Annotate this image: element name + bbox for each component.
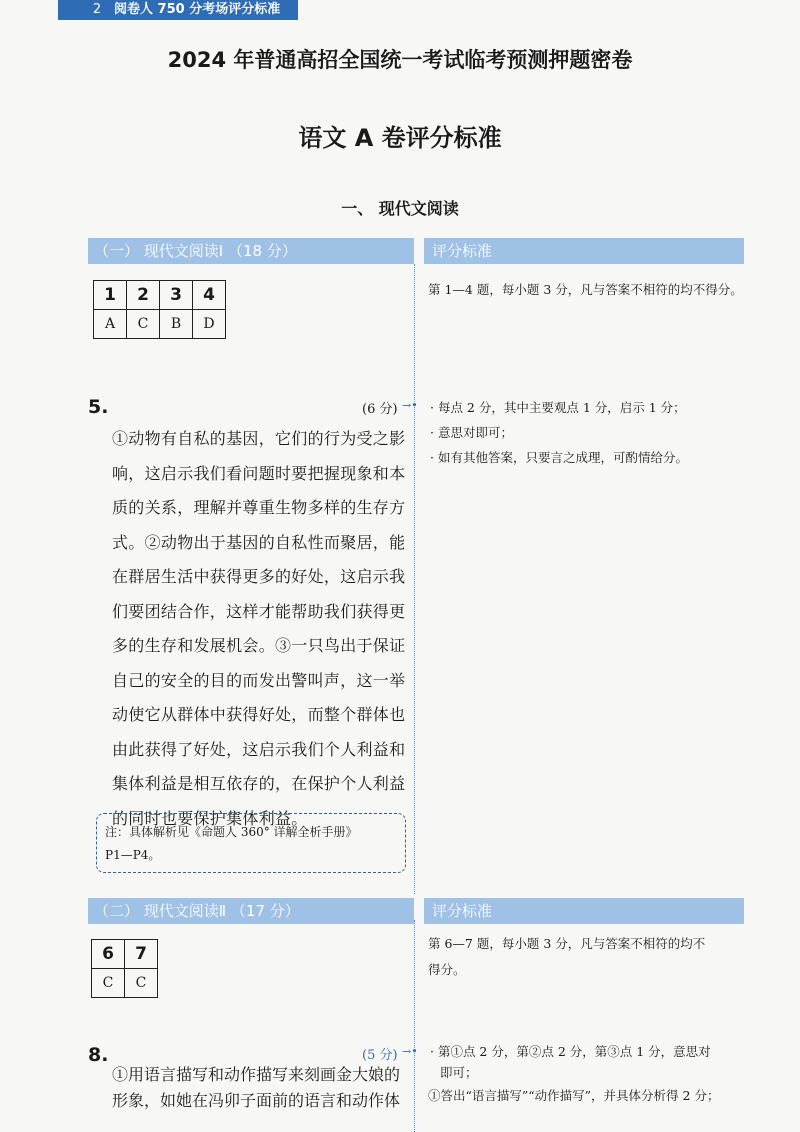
answer-head-cell: 1 (94, 281, 127, 310)
criteria-item: · 意思对即可； (430, 425, 513, 440)
header-label: 阅卷人 750 分考场评分标准 (114, 2, 281, 17)
answer-cell: C (127, 310, 160, 339)
q5-line: 质的关系，理解并尊重生物多样的生存方 (112, 498, 406, 517)
answer-cell: C (92, 969, 125, 998)
main-title: 2024 年普通高招全国统一考试临考预测押题密卷 (167, 48, 633, 72)
note-line: P1—P4。 (105, 848, 161, 862)
part2-band: （二） 现代文阅读Ⅱ （17 分） (88, 898, 414, 924)
q5-answer-text (112, 422, 410, 836)
q8-criteria-line: ①答出“语言描写”“动作描写”，并具体分析得 2 分； (428, 1088, 720, 1103)
arrow-icon: →• (402, 399, 418, 412)
answer-cell: B (160, 310, 193, 339)
q8-line: ①用语言描写和动作描写来刻画金大娘的 (112, 1065, 401, 1084)
q5-line: ①动物有自私的基因，它们的行为受之影 (112, 429, 406, 448)
answer-head-cell: 4 (193, 281, 226, 310)
q5-line: 的同时也要保护集体利益。 (112, 808, 308, 828)
q5-line: 式。②动物出于基因的自私性而聚居，能 (112, 532, 406, 552)
criteria-item: · 如有其他答案，只要言之成理，可酌情给分。 (430, 450, 688, 465)
answer-cell: A (94, 310, 127, 339)
q8-answer-text (112, 1062, 410, 1114)
q5-score: (6 分) (362, 402, 398, 417)
q5-line: 集体利益是相互依存的，在保护个人利益 (112, 774, 406, 793)
q5-number: 5. (88, 396, 109, 418)
q5-line: 自己的安全的目的而发出警叫声，这一举 (112, 670, 406, 690)
q5-line: 由此获得了好处，这启示我们个人利益和 (112, 739, 406, 759)
answer-head-cell: 2 (127, 281, 160, 310)
part1-band: （一） 现代文阅读Ⅰ （18 分） (88, 238, 414, 264)
q5-line: 们要团结合作，这样才能帮助我们获得更 (112, 601, 406, 621)
answer-head-cell: 7 (125, 940, 158, 969)
sub-title: 语文 A 卷评分标准 (298, 124, 502, 152)
part1-criteria-text: 第 1—4 题，每小题 3 分，凡与答案不相符的均不得分。 (428, 282, 743, 297)
page-number: 2 (92, 2, 102, 17)
part2-criteria-line: 得分。 (428, 962, 466, 977)
q5-criteria (430, 396, 748, 469)
column-divider-2 (414, 920, 415, 1132)
note-line: 注：具体解析见《命题人 360° 详解全析手册》 (105, 825, 358, 839)
criteria-item: · 每点 2 分，其中主要观点 1 分，启示 1 分； (430, 400, 686, 415)
answer-table-2 (91, 939, 158, 998)
section-title: 一、 现代文阅读 (341, 199, 459, 218)
answer-table-1 (93, 280, 226, 339)
q5-note-box (96, 813, 406, 873)
answer-head-cell: 6 (92, 940, 125, 969)
q8-score: (5 分) (362, 1048, 398, 1063)
answer-cell: C (125, 969, 158, 998)
part2-criteria-line: 第 6—7 题，每小题 3 分，凡与答案不相符的均不 (428, 936, 706, 951)
page-header-bar (58, 0, 298, 20)
part2-criteria-band: 评分标准 (424, 898, 744, 924)
q8-criteria-line: 即可； (440, 1065, 478, 1080)
q5-line: 在群居生活中获得更多的好处，这启示我 (112, 567, 406, 586)
q8-criteria-line: · 第①点 2 分，第②点 2 分，第③点 1 分，意思对 (430, 1044, 711, 1059)
answer-head-cell: 3 (160, 281, 193, 310)
arrow-icon: →• (402, 1045, 418, 1058)
q8-number: 8. (88, 1044, 109, 1066)
q5-line: 动使它从群体中获得好处，而整个群体也 (112, 705, 406, 724)
part1-criteria-band: 评分标准 (424, 238, 744, 264)
answer-cell: D (193, 310, 226, 339)
column-divider-1 (414, 264, 415, 894)
q5-line: 多的生存和发展机会。③一只鸟出于保证 (112, 636, 406, 655)
q8-line: 形象，如她在冯卯子面前的语言和动作体 (112, 1091, 401, 1110)
q5-line: 响，这启示我们看问题时要把握现象和本 (112, 463, 406, 483)
